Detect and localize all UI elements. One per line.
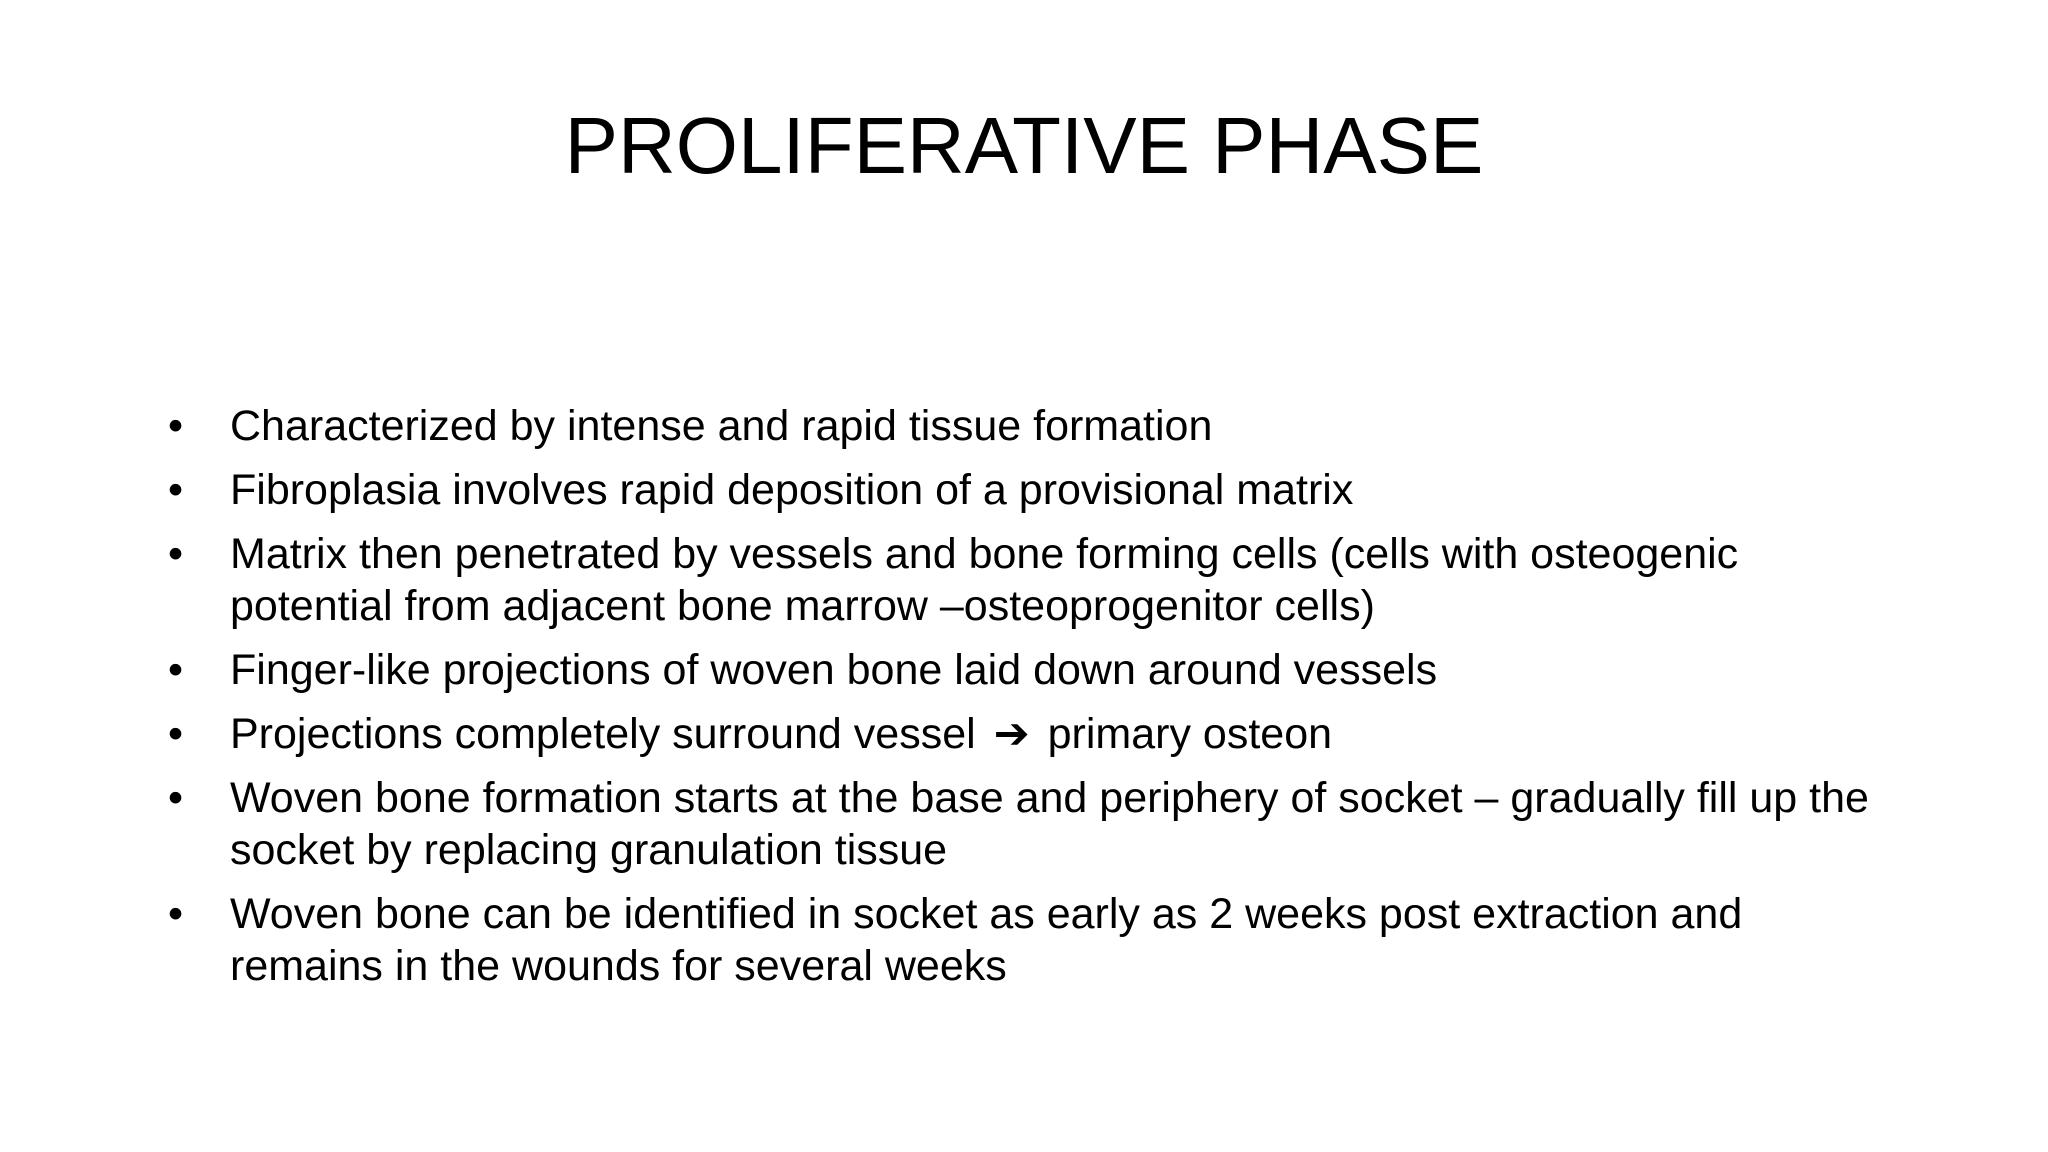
bullet-text: Finger-like projections of woven bone laid down around vessels [230,646,1438,694]
bullet-item [168,888,1888,992]
bullet-icon: • [168,774,184,822]
bullet-icon: • [168,402,184,450]
bullet-text: Characterized by intense and rapid tissue formation [230,402,1213,450]
arrow-right-icon: ➔ [993,709,1030,759]
bullet-item [168,644,1888,696]
bullet-text: Fibroplasia involves rapid deposition of a provisional matrix [230,466,1354,514]
bullet-text: Matrix then penetrated by vessels and bone forming cells (cells with osteogenic potential from adjacent bone marrow –osteoprogenitor cells) [230,530,1739,630]
bullet-text: Woven bone can be identified in socket as early as 2 weeks post extraction and remains in the wounds for several weeks [230,890,1743,990]
bullet-text: Woven bone formation starts at the base and periphery of socket – gradually fill up the socket by replacing granulation tissue [230,774,1869,874]
bullet-icon: • [168,890,184,938]
bullet-icon: • [168,466,184,514]
bullet-item [168,464,1888,516]
bullet-item [168,528,1888,632]
bullet-icon: • [168,530,184,578]
bullet-icon: • [168,710,184,758]
slide-title: PROLIFERATIVE PHASE [564,101,1484,190]
bullet-item [168,772,1888,876]
bullet-item [168,400,1888,452]
bullet-text-after: primary osteon [1047,710,1333,758]
bullet-icon: • [168,646,184,694]
bullet-text-before: Projections completely surround vessel [230,710,976,758]
bullet-item [168,708,1888,760]
bullet-list [168,400,1888,1004]
